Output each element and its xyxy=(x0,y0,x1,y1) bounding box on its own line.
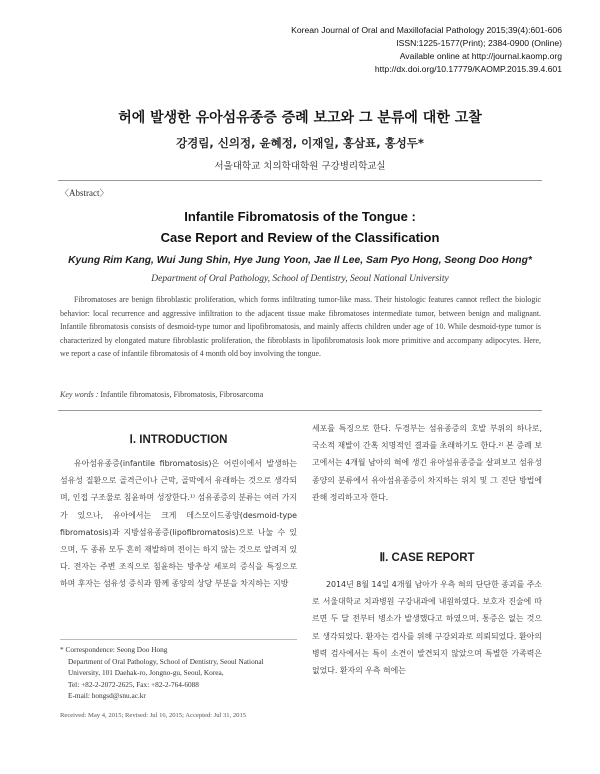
bottom-divider xyxy=(58,410,542,411)
intro-continued-paragraph: 세포를 특징으로 한다. 두경부는 섬유종증의 호발 부위의 하나로, 국소적 재발이 간혹 치명적인 결과를 초래하기도 한다.²⁾ 본 증례 보고에서는 4개월 남아의 혀에 생긴 유아섬유종증을 살펴보고 섬유성 종양의 분류에서 유아섬유종증이 차지하는 위치 및 그 진단 방법에 관해 정리하고자 한다. xyxy=(312,424,542,502)
title-korean: 허에 발생한 유아섬유종증 증례 보고와 그 분류에 대한 고찰 xyxy=(118,110,482,126)
intro-continued xyxy=(312,420,542,506)
correspondence-phone: Tel: +82-2-2072-2625, Fax: +82-2-764-6088 xyxy=(68,679,199,689)
abstract-label: 〈Abstract〉 xyxy=(60,188,109,198)
top-divider xyxy=(58,180,542,181)
footnote-divider xyxy=(60,639,297,640)
intro-heading: Ⅰ. INTRODUCTION xyxy=(129,434,228,446)
abstract-paragraph: Fibromatoses are benign fibroblastic proliferation, which forms infiltrating tumor-like mass. Their histologic features cannot reflect the biologic behavior: local recurrence and aggressive infiltration to the adjacent tissue make fibromatoses intermediate tumor, between benign and malignant. Infantile fibromatosis consists of desmoid-type tumor and lipofibromatosis, and mainly affects children under age of 10. While desmoid-type tumor is characterized by elongated mature fibroblastic proliferation, the fibroblasts in lipofibromatosis look more primitive and accompany adipocytes. Here, we report a case of infantile fibromatosis of 4 month old boy involving the tongue. xyxy=(60,295,541,358)
correspondence-footnote xyxy=(60,644,297,702)
keywords xyxy=(60,390,263,399)
journal-header xyxy=(291,24,562,76)
abstract-body xyxy=(60,293,541,361)
correspondence-address: Department of Oral Pathology, School of Dentistry, Seoul National University, 101 Daehak-ro, Jongno-gu, Seoul, Korea, xyxy=(68,656,264,678)
intro-body xyxy=(60,455,297,593)
title-english-line2: Case Report and Review of the Classification xyxy=(160,230,440,245)
journal-url[interactable]: Available online at http://journal.kaomp.org xyxy=(399,51,562,61)
institution-korean: 서울대학교 치의학대학원 구강병리학교실 xyxy=(214,161,386,172)
case-report-body xyxy=(312,576,542,679)
received-dates: Received: May 4, 2015; Revised: Jul 16, 2015; Accepted: Jul 31, 2015 xyxy=(60,712,247,719)
correspondence-email[interactable]: E-mail: hongsd@snu.ac.kr xyxy=(68,691,146,701)
journal-doi[interactable]: http://dx.doi.org/10.17779/KAOMP.2015.39.4.601 xyxy=(374,64,562,74)
intro-paragraph: 유아섬유종증(infantile fibromatosis)은 어린이에서 발생하는 섬유성 질환으로 골격근이나 근막, 골막에서 유래하는 것으로 생각되며, 인접 구조물로 침윤하며 성장한다.¹⁾ 섬유종증의 분류는 여러 가지가 있으나, 유아에서는 크게 데스모이드종양(desmoid-type fibromatosis)과 지방섬유종증(lipofibromatosis)으로 나눌 수 있으며, 두 종류 모두 흔히 재발하며 전이는 하지 않는 것으로 알려져 있다. 전자는 주변 조직으로 침윤하는 방추상 세포의 증식을 특징으로 하며 후자는 섬유성 증식과 함께 종양의 상당 부분을 차지하는 지방 xyxy=(60,459,297,589)
title-english-line1: Infantile Fibromatosis of the Tongue : xyxy=(184,209,416,224)
authors-korean: 강경림, 신의정, 윤혜정, 이재일, 홍삼표, 홍성두* xyxy=(176,136,424,150)
keywords-value: Infantile fibromatosis, Fibromatosis, Fibrosarcoma xyxy=(100,390,264,399)
case-report-heading: Ⅱ. CASE REPORT xyxy=(379,552,475,564)
correspondence-name: * Correspondence: Seong Doo Hong xyxy=(60,645,168,654)
affiliation-english: Department of Oral Pathology, School of Dentistry, Seoul National University xyxy=(151,274,449,284)
journal-issn: ISSN:1225-1577(Print); 2384-0900 (Online) xyxy=(396,38,562,48)
keywords-label: Key words : xyxy=(60,390,99,399)
case-report-paragraph: 2014년 8월 14일 4개월 남아가 우측 혀의 단단한 종괴를 주소로 서울대학교 치과병원 구강내과에 내원하였다. 보호자 진술에 따르면 두 달 전부터 병소가 발생했다고 하였으며, 통증은 없는 것으로 생각되었다. 환자는 검사를 위해 구강외과로 의뢰되었다. 환아의 병력 검사에서는 특이 소견이 발견되지 않았으며 특별한 가족력은 없었다. 환자의 우측 혀에는 xyxy=(312,580,542,676)
title-english xyxy=(0,206,600,248)
journal-citation: Korean Journal of Oral and Maxillofacial Pathology 2015;39(4):601-606 xyxy=(291,25,562,35)
authors-english: Kyung Rim Kang, Wui Jung Shin, Hye Jung Yoon, Jae Il Lee, Sam Pyo Hong, Seong Doo Hong* xyxy=(68,255,532,266)
